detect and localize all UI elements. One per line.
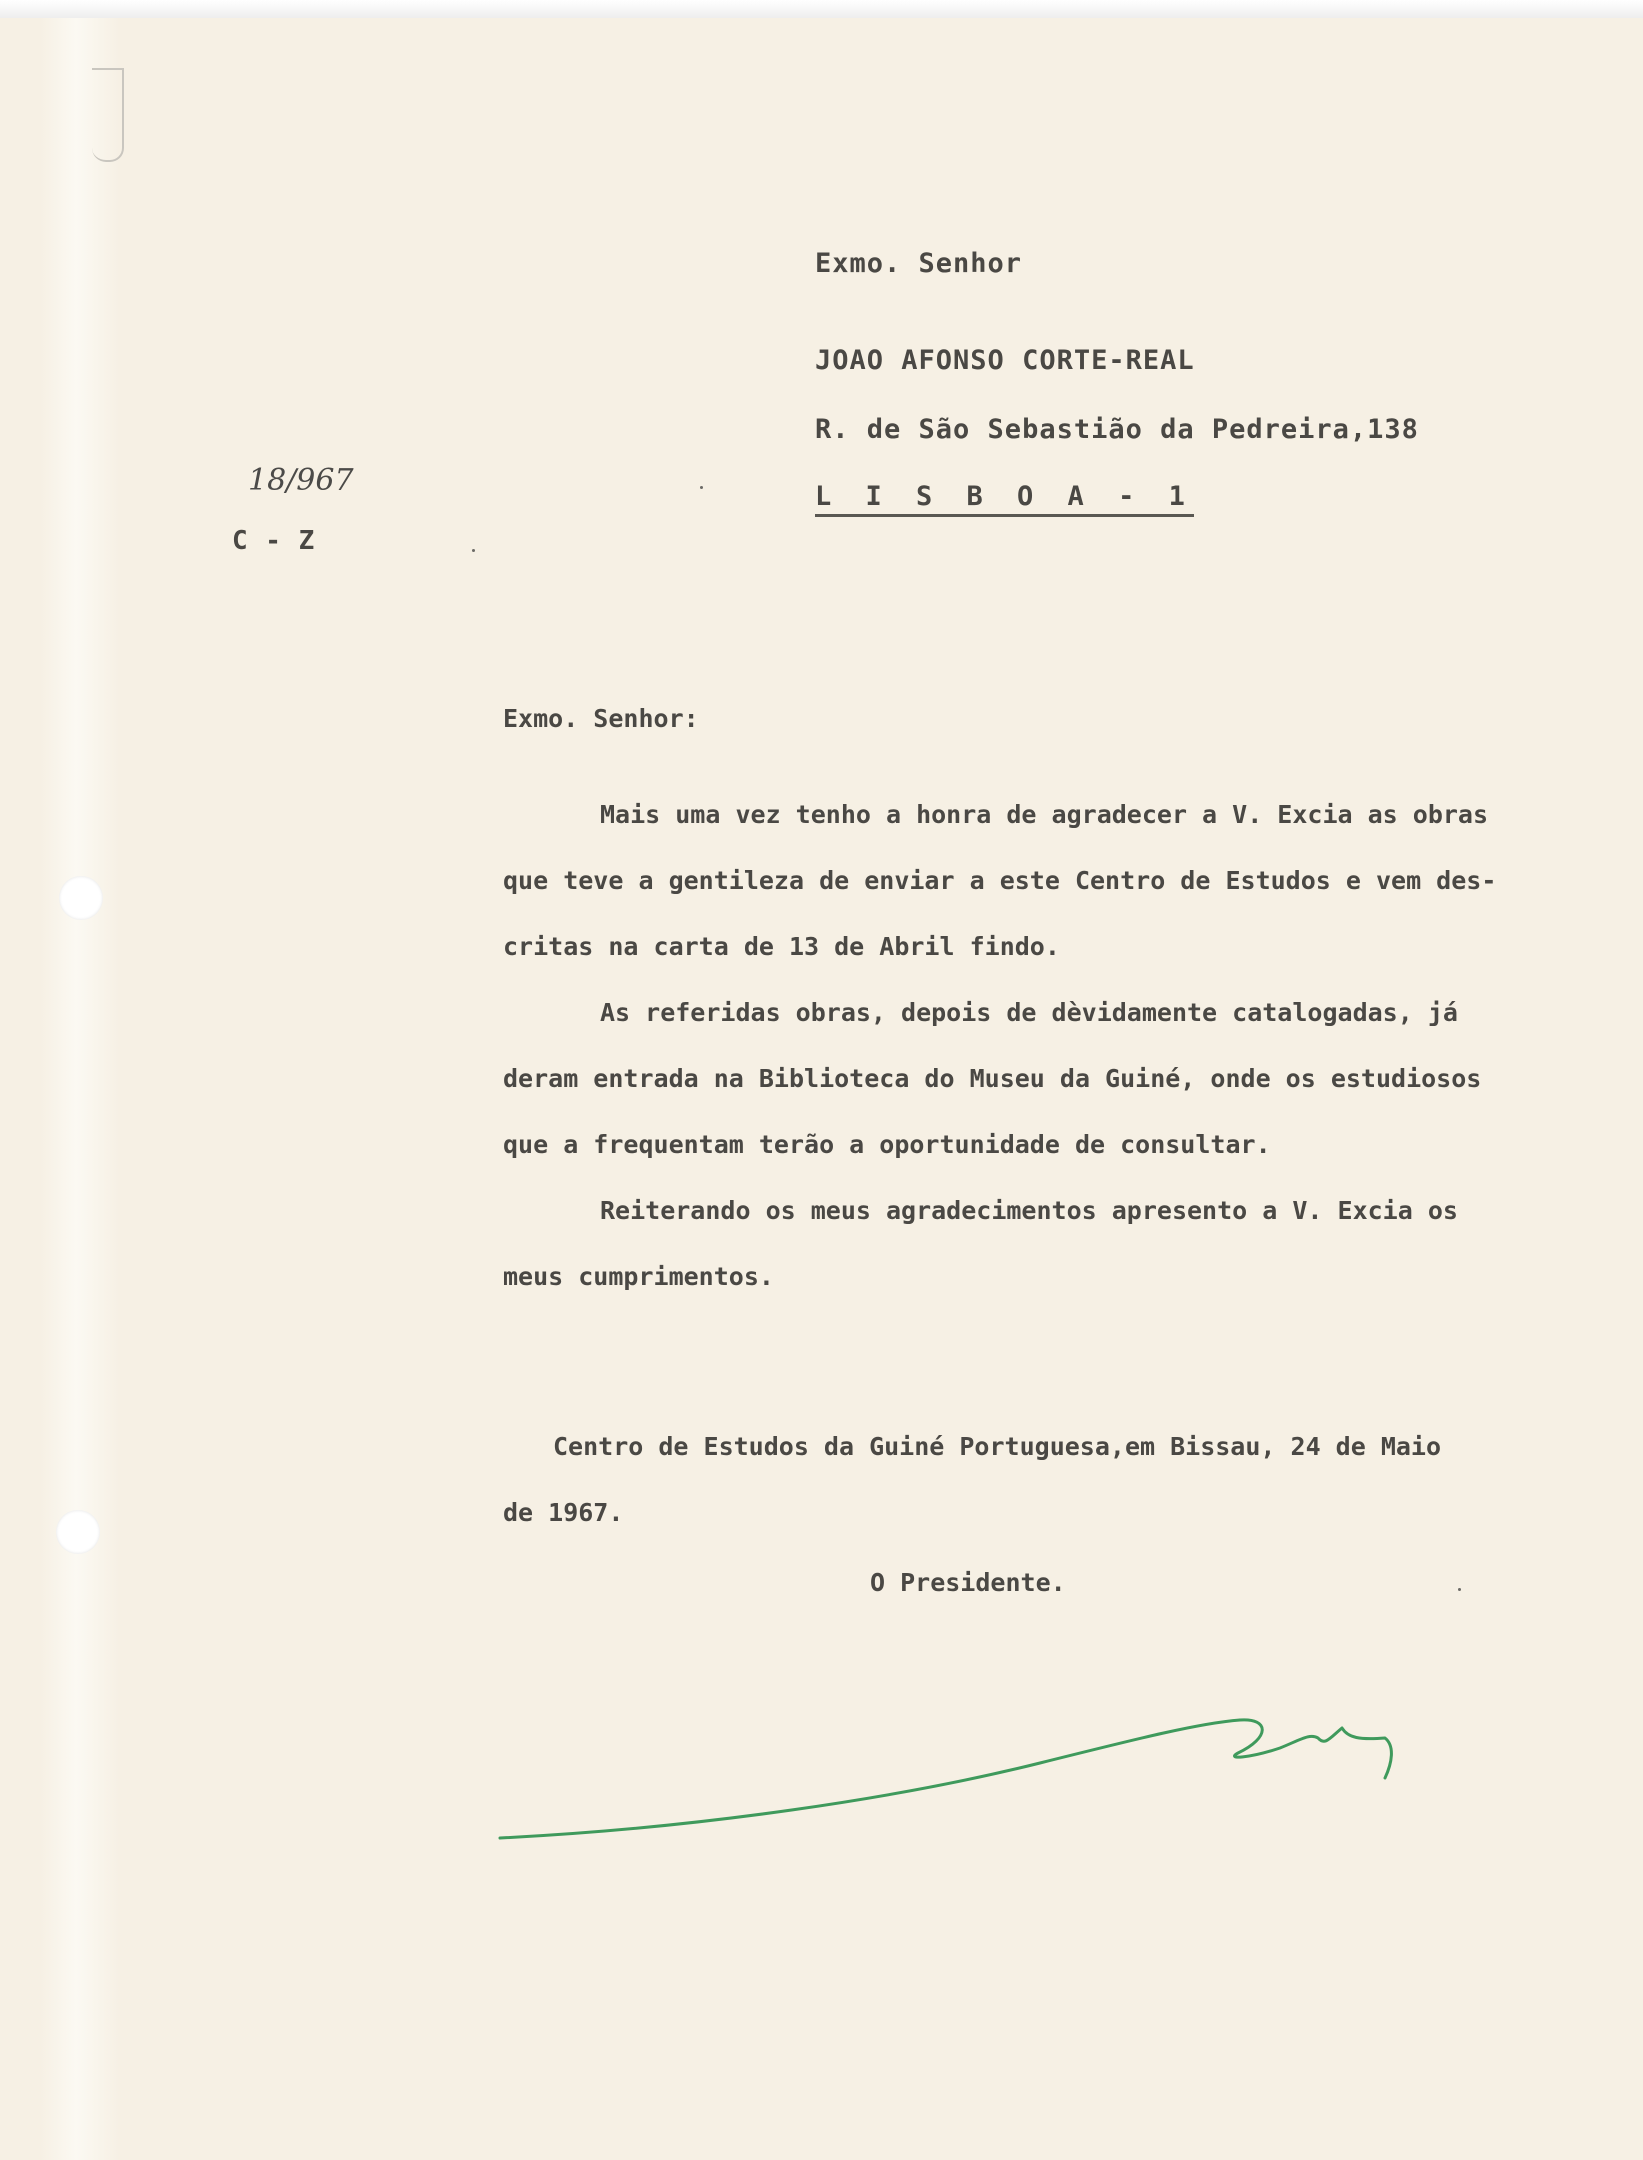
body-line: Reiterando os meus agradecimentos apresento a V. Excia os (600, 1196, 1458, 1225)
closing-place-date: Centro de Estudos da Guiné Portuguesa,em Bissau, 24 de Maio (553, 1432, 1442, 1461)
scan-top-edge (0, 0, 1643, 18)
reference-code: C - Z (232, 526, 316, 556)
body-line: deram entrada na Biblioteca do Museu da Guiné, onde os estudiosos (503, 1064, 1482, 1093)
body-line: meus cumprimentos. (503, 1262, 774, 1291)
punch-hole-icon (59, 876, 103, 920)
body-line: que a frequentam terão a oportunidade de consultar. (503, 1130, 1271, 1159)
recipient-city: L I S B O A - 1 (815, 481, 1194, 517)
body-line: As referidas obras, depois de dèvidamente catalogadas, já (600, 998, 1458, 1027)
ink-speck (1458, 1588, 1461, 1591)
letter-page (0, 18, 1643, 2160)
ink-speck (700, 486, 703, 489)
closing-year: de 1967. (503, 1498, 624, 1527)
paper-clip-mark (92, 68, 124, 162)
signature (480, 1588, 1460, 1868)
punch-hole-icon (56, 1510, 100, 1554)
recipient-salutation: Exmo. Senhor (815, 248, 1023, 279)
body-line: critas na carta de 13 de Abril findo. (503, 932, 1060, 961)
ink-speck (472, 549, 475, 552)
letter-greeting: Exmo. Senhor: (503, 704, 699, 733)
recipient-name: JOAO AFONSO CORTE-REAL (815, 345, 1195, 376)
binding-shadow (40, 18, 120, 2160)
body-line: que teve a gentileza de enviar a este Centro de Estudos e vem des- (503, 866, 1497, 895)
reference-number: 18/967 (248, 463, 354, 498)
signatory-title: O Presidente. (870, 1568, 1066, 1597)
body-line: Mais uma vez tenho a honra de agradecer a V. Excia as obras (600, 800, 1489, 829)
recipient-street: R. de São Sebastião da Pedreira,138 (815, 414, 1419, 445)
